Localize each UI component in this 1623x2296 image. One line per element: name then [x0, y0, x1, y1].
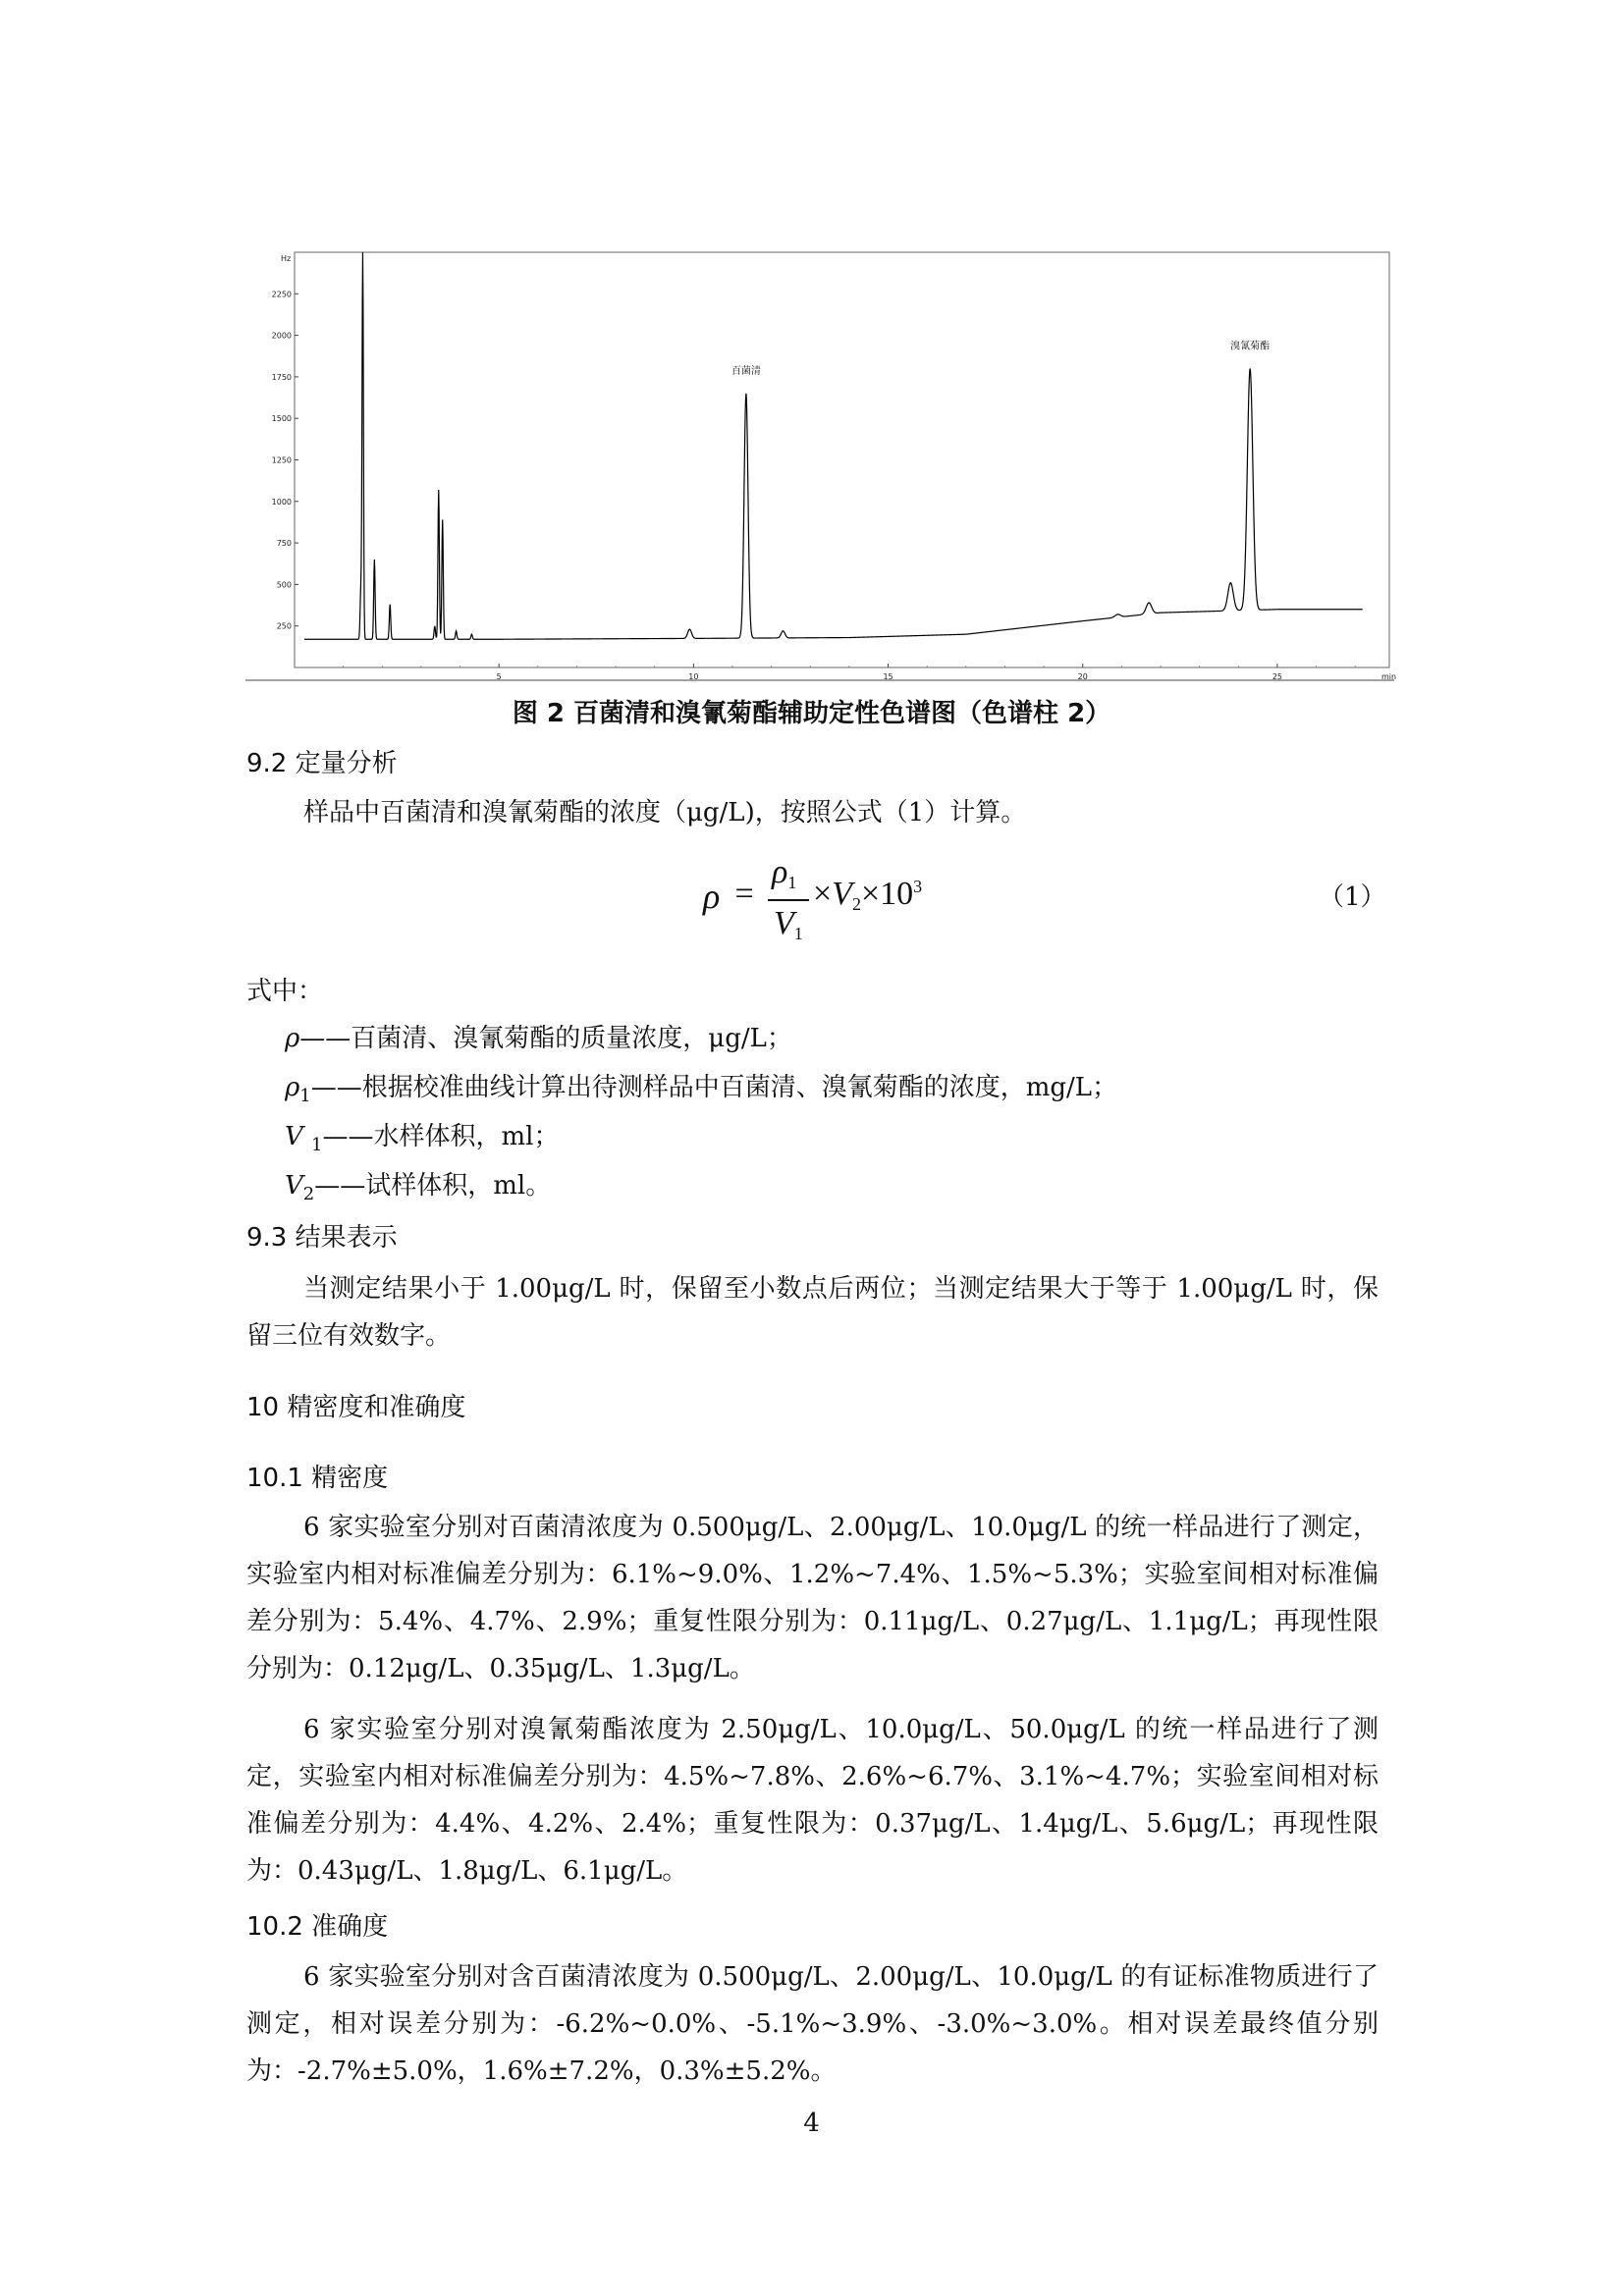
x-tick-label: 5 — [496, 672, 502, 681]
definition-rho1: $\rho_1——$根据校准曲线计算出待测样品中百菌清、溴氰菊酯的浓度，mg/L； — [285, 1073, 1118, 1106]
y-axis-label: Hz — [281, 254, 292, 263]
section-10-heading: 10 精密度和准确度 — [246, 1393, 466, 1422]
formula-numerator: $\rho_1$ — [772, 854, 797, 892]
x-tick-label: 10 — [688, 672, 699, 681]
figure-caption: 图 2 百菌清和溴氰菊酯辅助定性色谱图（色谱柱 2） — [512, 699, 1111, 728]
definition-v1: V $_1$——水样体积，ml； — [285, 1122, 560, 1155]
section-9-3-text: 当测定结果小于 1.00μg/L 时，保留至小数点后两位；当测定结果大于等于 1.00μg/L 时，保留三位有效数字。 — [246, 1274, 1379, 1351]
section-10-1-heading: 10.1 精密度 — [246, 1464, 389, 1493]
formula-denominator: $V_1$ — [774, 905, 803, 943]
chromatogram-figure — [245, 250, 1397, 692]
y-tick-label: 500 — [276, 580, 292, 590]
formula-1 — [703, 854, 998, 962]
section-10-2-heading: 10.2 准确度 — [246, 1912, 389, 1942]
section-9-3-heading: 9.3 结果表示 — [246, 1223, 398, 1253]
page-number: 4 — [803, 2109, 820, 2138]
formula-lhs: ρ — [703, 877, 721, 916]
equation-number: （1） — [1319, 882, 1386, 912]
section-10-1-p2: 6 家实验室分别对溴氰菊酯浓度为 2.50μg/L、10.0μg/L、50.0μg/L 的统一样品进行了测定，实验室内相对标准偏差分别为：4.5%~7.8%、2.6%~6.7%、3.1%~4.7%；实验室间相对标准偏差分别为：4.4%、4.2%、2.4%；重复性限为：0.37μg/L、1.4μg/L、5.6μg/L；再现性限为：0.43μg/L、1.8μg/L、6.1μg/L。 — [246, 1715, 1379, 1886]
section-9-2-intro: 样品中百菌清和溴氰菊酯的浓度（μg/L)，按照公式（1）计算。 — [303, 798, 1027, 828]
formula-eq: = — [727, 876, 763, 912]
y-tick-label: 1750 — [271, 372, 292, 382]
fraction-bar — [768, 899, 809, 901]
section-9-2-heading: 9.2 定量分析 — [246, 749, 398, 778]
where-label: 式中： — [246, 977, 324, 1006]
y-tick-label: 1000 — [271, 497, 292, 507]
chromatogram-chart — [245, 250, 1397, 692]
definition-v2: $V_2——$试样体积，ml。 — [285, 1171, 552, 1204]
y-tick-label: 1250 — [271, 455, 292, 465]
y-tick-label: 2250 — [271, 290, 292, 299]
section-10-1-p1: 6 家实验室分别对百菌清浓度为 0.500μg/L、2.00μg/L、10.0μg/L 的统一样品进行了测定，实验室内相对标准偏差分别为：6.1%~9.0%、1.2%~7.4%、1.5%~5.3%；实验室间相对标准偏差分别为：5.4%、4.7%、2.9%；重复性限分别为：0.11μg/L、0.27μg/L、1.1μg/L；再现性限分别为：0.12μg/L、0.35μg/L、1.3μg/L。 — [246, 1513, 1379, 1683]
formula-rhs: $\times V_2\times 10^3$ — [813, 876, 923, 914]
peak-annotation: 溴氰菊酯 — [1230, 341, 1271, 352]
x-tick-label: 25 — [1271, 672, 1283, 681]
x-tick-label: 20 — [1077, 672, 1088, 681]
section-10-2-p3: 6 家实验室分别对含百菌清浓度为 0.500μg/L、2.00μg/L、10.0μg/L 的有证标准物质进行了测定，相对误差分别为：-6.2%~0.0%、-5.1%~3.9%、-3.0%~3.0%。相对误差最终值分别为：-2.7%±5.0%，1.6%±7.2%，0.3%±5.2%。 — [246, 1962, 1379, 2086]
y-tick-label: 1500 — [271, 414, 292, 424]
y-tick-label: 750 — [276, 539, 292, 549]
x-tick-label: 15 — [883, 672, 893, 681]
y-tick-label: 2000 — [271, 331, 292, 341]
signal-trace — [304, 252, 1363, 639]
definition-rho: ρ——百菌清、溴氰菊酯的质量浓度，μg/L； — [285, 1024, 792, 1053]
peak-annotation: 百菌清 — [730, 365, 761, 377]
y-tick-label: 250 — [276, 621, 292, 631]
x-axis-label: min — [1381, 672, 1397, 681]
